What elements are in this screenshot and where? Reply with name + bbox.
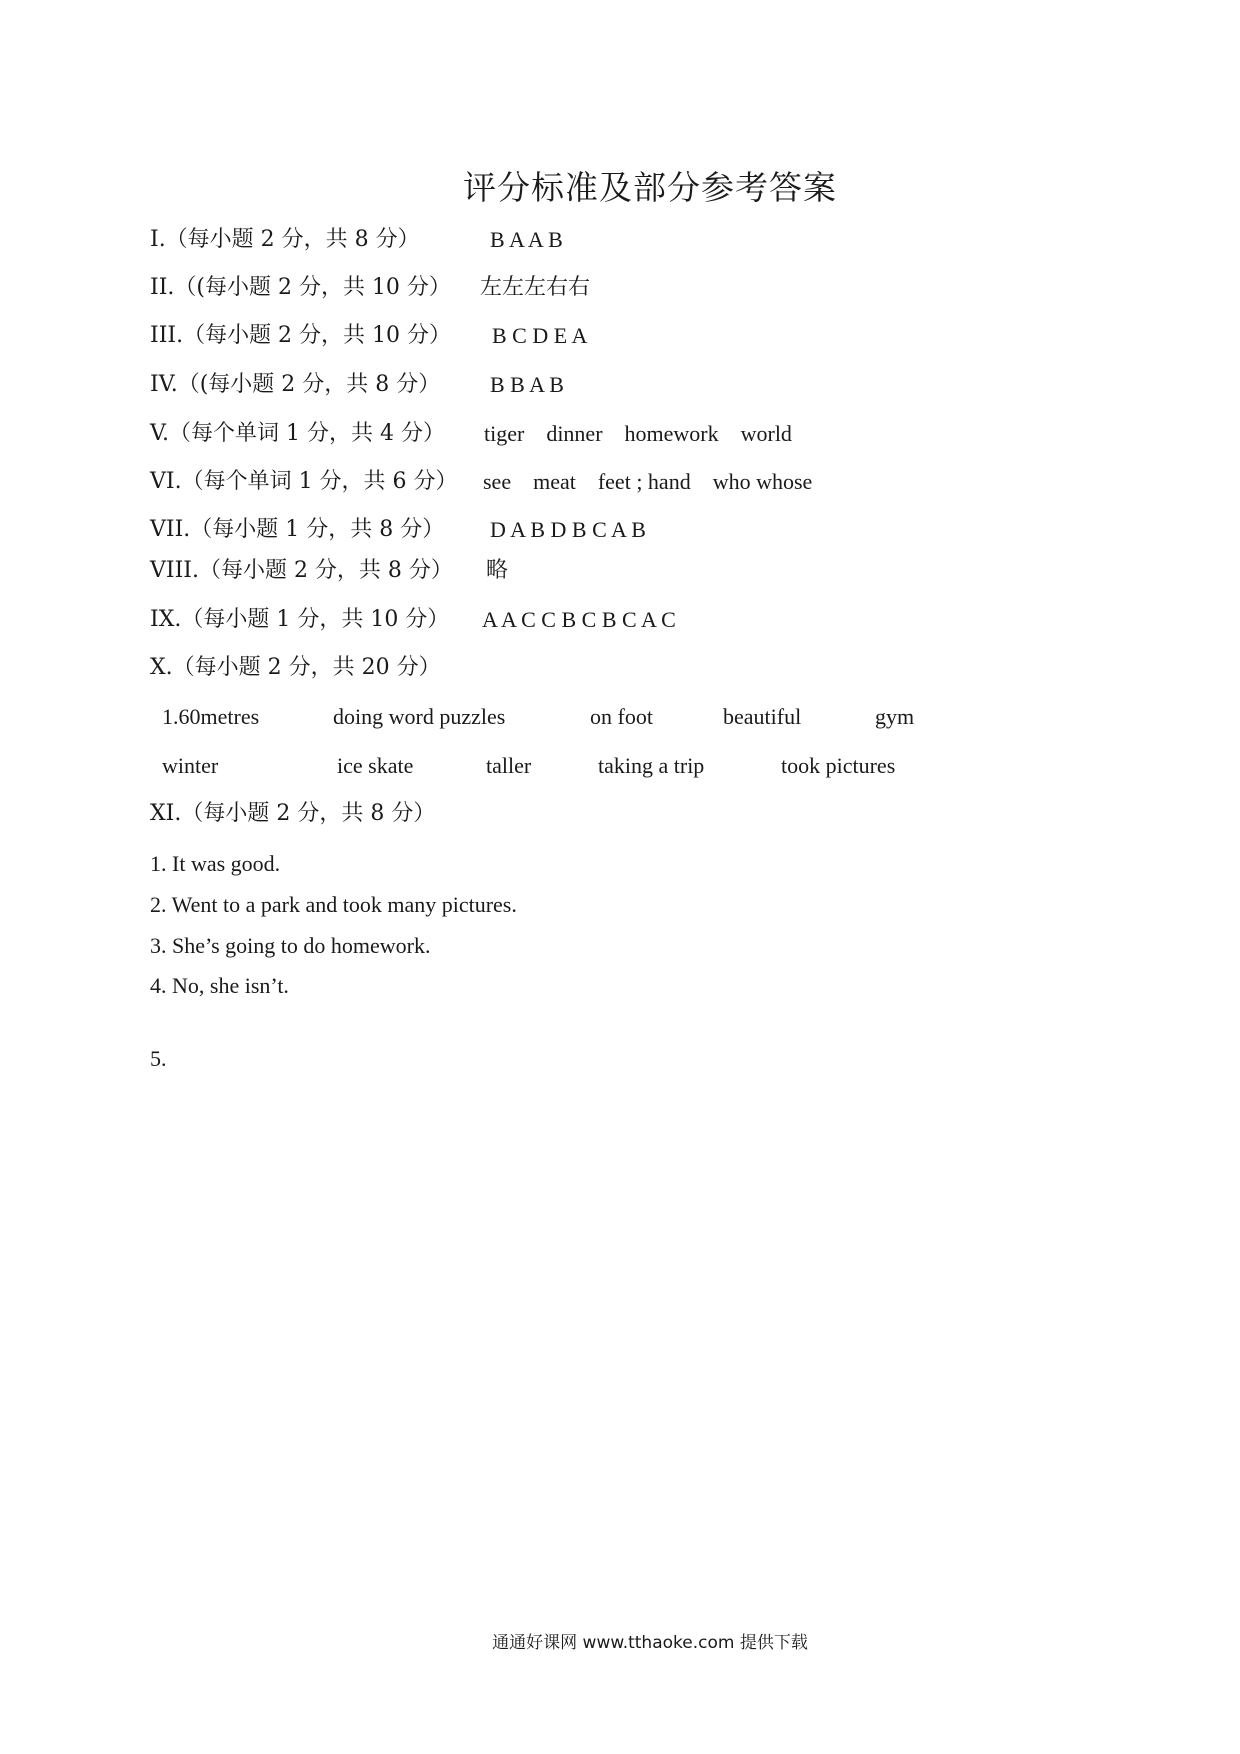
section-label: IV.（(每小题 2 分，共 8 分） [150,372,441,397]
xi-answer: 2. Went to a park and took many pictures. [150,892,517,917]
section-label: X.（每小题 2 分，共 20 分） [150,655,441,680]
section-answer: 左左左右右 [480,275,591,300]
xi-answer: 5. [150,1046,167,1071]
x-word: winter [162,753,219,778]
xi-answer: 1. It was good. [150,851,281,876]
section-8 [150,557,509,585]
section-1 [150,226,563,254]
section-label: V.（每个单词 1 分，共 4 分） [150,421,446,446]
section-11 [150,800,435,828]
section-5 [150,420,792,448]
section-label: VIII.（每小题 2 分，共 8 分） [150,558,453,583]
section-answer: B C D E A [492,323,588,348]
section-3 [150,322,588,350]
x-word: on foot [590,704,653,729]
section-9 [150,606,676,634]
section-2 [150,274,591,302]
section-answer: see meat feet ; hand who whose [483,469,813,494]
x-word: 1.60metres [162,704,260,729]
x-word: took pictures [781,753,896,778]
section-answer: tiger dinner homework world [484,421,792,446]
x-word: gym [875,704,915,729]
x-word: ice skate [337,753,414,778]
xi-answer: 4. No, she isn’t. [150,973,289,998]
section-answer: A A C C B C B C A C [482,607,676,632]
section-6 [150,468,813,496]
section-label: IX.（每小题 1 分，共 10 分） [150,607,450,632]
section-answer: D A B D B C A B [490,517,646,542]
x-word: taller [486,753,532,778]
x-word: doing word puzzles [333,704,506,729]
x-word: beautiful [723,704,802,729]
section-label: XI.（每小题 2 分，共 8 分） [150,801,436,826]
section-label: III.（每小题 2 分，共 10 分） [150,323,452,348]
xi-answer: 3. She’s going to do homework. [150,933,431,958]
section-10 [150,654,441,682]
section-label: II.（(每小题 2 分，共 10 分） [150,275,451,300]
section-label: VI.（每个单词 1 分，共 6 分） [150,469,458,494]
section-label: VII.（每小题 1 分，共 8 分） [150,517,445,542]
section-7 [150,516,646,544]
section-answer: B B A B [490,372,564,397]
section-answer: B A A B [490,227,563,252]
section-label: I.（每小题 2 分，共 8 分） [150,227,420,252]
footer: 通通好课网 www.tthaoke.com 提供下载 [492,1633,808,1653]
page-title: 评分标准及部分参考答案 [463,168,837,207]
section-4 [150,371,564,399]
section-answer: 略 [486,558,509,583]
x-word: taking a trip [598,753,705,778]
